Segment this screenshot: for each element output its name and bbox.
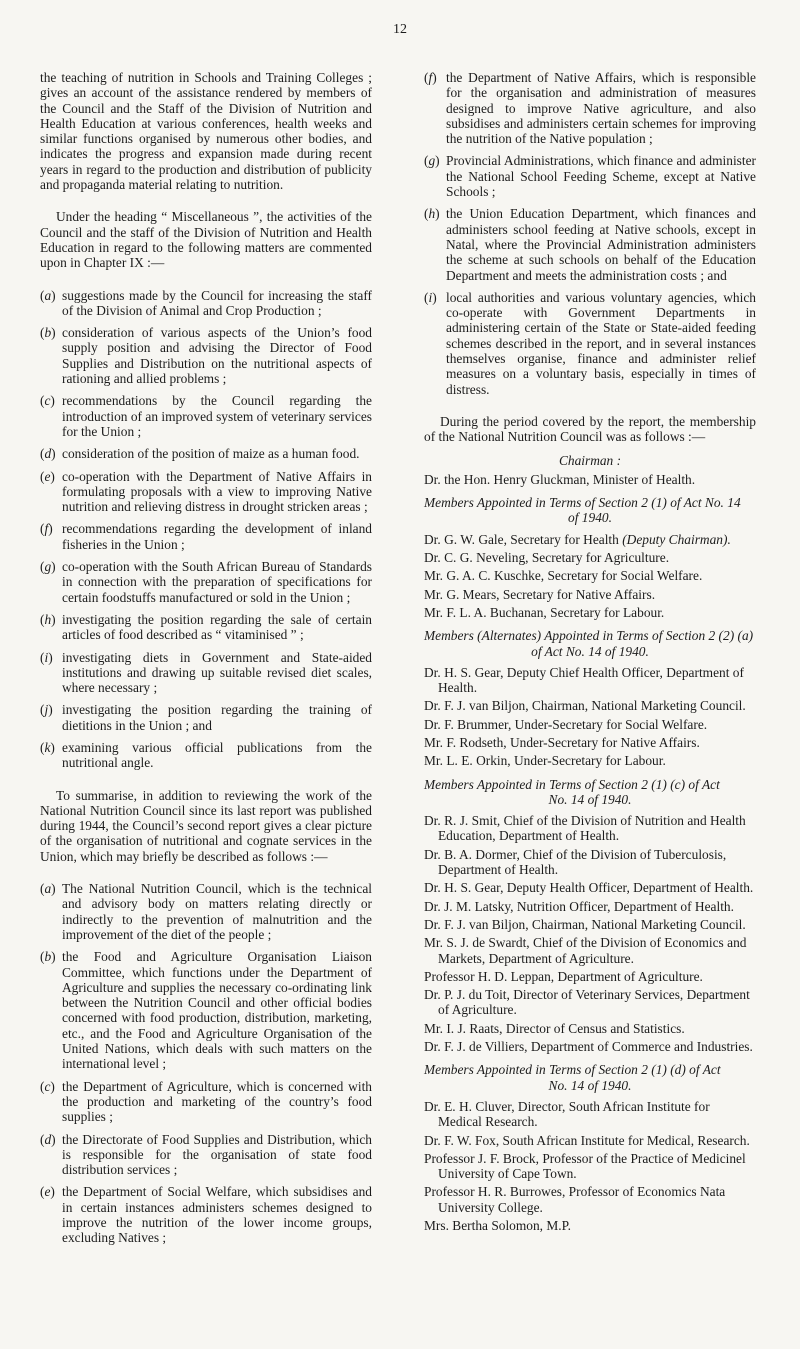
page-number: 12 (393, 22, 407, 37)
list-item: Dr. F. W. Fox, South African Institute for Medical, Research. (424, 1132, 750, 1148)
section-b-members (424, 665, 756, 769)
list-item: Professor H. D. Leppan, Department of Agriculture. (424, 968, 703, 984)
list-item: Mr. F. L. A. Buchanan, Secretary for Labour. (424, 604, 665, 620)
list-item: Dr. J. M. Latsky, Nutrition Officer, Department of Health. (424, 898, 734, 914)
list-item: (a) suggestions made by the Council for increasing the staff of the Division of Animal and Crop Production ; (40, 287, 372, 318)
organisation-list (424, 70, 756, 397)
list-item: Dr. F. Brummer, Under-Secretary for Social Welfare. (424, 716, 708, 732)
list-item: Mr. G. Mears, Secretary for Native Affairs. (424, 586, 656, 602)
left-column (40, 70, 372, 1263)
summary-list (40, 881, 372, 1246)
list-item: (k) examining various official publications from the nutritional angle. (40, 739, 372, 771)
list-item: (b) consideration of various aspects of the Union’s food supply position and advising the Director of Food Supplies and Distribution on the nutritional aspects of rationing and allied problems ; (40, 325, 372, 387)
list-item: (d) the Directorate of Food Supplies and Distribution, which is responsible for the organisation of state food distribution services ; (40, 1131, 372, 1178)
list-item: (i) local authorities and various voluntary agencies, which co-operate with Government Departments in administering certain of the State or State-aided feeding schemes described in the report, and in several instances themselves organise, finance and administer relief measures on a voluntary basis, especially in times of distress. (424, 289, 756, 397)
list-item: Mr. L. E. Orkin, Under-Secretary for Labour. (424, 753, 666, 769)
section-d-members (424, 1099, 756, 1233)
chairman-list (424, 472, 756, 487)
list-item: Dr. H. S. Gear, Deputy Health Officer, Department of Health. (424, 880, 754, 896)
section-heading: Members (Alternates) Appointed in Terms of Section 2 (2) (a) of Act No. 14 of 1940. (424, 628, 754, 659)
list-item: Dr. B. A. Dormer, Chief of the Division of Tuberculosis, Department of Health. (424, 846, 727, 878)
miscellaneous-paragraph: Under the heading “ Miscellaneous ”, the activities of the Council and the staff of the Division of Nutrition and Health Education in regard to the following matters are commented upon in Chapter IX :— (40, 209, 372, 271)
list-item: (e) co-operation with the Department of Native Affairs in formulating proposals with a view to improving Native nutrition and relieving distress in drought stricken areas ; (40, 468, 372, 515)
list-item: (b) the Food and Agriculture Organisation Liaison Committee, which functions under the Department of Agriculture and supplies the necessary co-ordinating link between the Nutrition Council and other official bodies concerned with food production, distribution, marketing, etc., and the Food and Agriculture Organisation of the United Nations, which deals with such matters on the international level ; (40, 949, 372, 1072)
list-item: Dr. the Hon. Henry Gluckman, Minister of Health. (424, 471, 696, 487)
membership-paragraph: During the period covered by the report, the membership of the National Nutrition Council was as follows :— (424, 413, 756, 445)
chairman-heading: Chairman : (558, 452, 622, 468)
list-item: Professor H. R. Burrowes, Professor of Economics Nata University College. (424, 1184, 726, 1215)
summary-paragraph: To summarise, in addition to reviewing the work of the National Nutrition Council since its last report was published during 1944, the Council’s second report gives a clear picture of the organisation of nutritional and cognate services in the Union, which may briefly be described as follows :— (40, 787, 372, 864)
list-item: Dr. E. H. Cluver, Director, South African Institute for Medical Research. (424, 1098, 710, 1130)
deputy-chairman-note: (Deputy Chairman). (622, 531, 731, 547)
section-heading: Members Appointed in Terms of Section 2 (1) (c) of Act No. 14 of 1940. (424, 776, 720, 807)
list-item: (f) the Department of Native Affairs, which is responsible for the organisation and administration of measures designed to improve Native agriculture, and also subsidises and administers certain schemes for improving the nutrition of the Native population ; (424, 70, 756, 147)
list-item: Professor J. F. Brock, Professor of the Practice of Medicinel University of Cape Town. (424, 1150, 746, 1182)
list-item: Dr. R. J. Smit, Chief of the Division of Nutrition and Health Education, Department of Health. (424, 813, 746, 844)
list-item: Mr. I. J. Raats, Director of Census and Statistics. (424, 1020, 685, 1036)
list-item: Mr. F. Rodseth, Under-Secretary for Native Affairs. (424, 734, 700, 750)
list-item: Mrs. Bertha Solomon, M.P. (424, 1218, 571, 1233)
section-heading: Members Appointed in Terms of Section 2 (1) of Act No. 14 of 1940. (424, 495, 741, 526)
list-item: Dr. F. J. van Biljon, Chairman, National Marketing Council. (424, 698, 746, 714)
list-item: (d) consideration of the position of maize as a human food. (40, 446, 360, 462)
list-item: Mr. G. A. C. Kuschke, Secretary for Social Welfare. (424, 568, 703, 584)
section-heading: Members Appointed in Terms of Section 2 (1) (d) of Act No. 14 of 1940. (424, 1062, 721, 1093)
list-item: (g) Provincial Administrations, which finance and administer the National School Feeding Scheme, except at Native Schools ; (424, 153, 756, 200)
list-item: (c) the Department of Agriculture, which is concerned with the production and marketing of the country’s food supplies ; (40, 1078, 372, 1125)
list-item: (h) the Union Education Department, which finances and administers school feeding at Native schools, except in Natal, where the Provincial Administration administers the scheme at such schools on behalf of the Education Department and meets the administration costs ; and (424, 206, 756, 283)
list-item: Mr. S. J. de Swardt, Chief of the Division of Economics and Markets, Department of Agriculture. (424, 935, 747, 966)
list-item: (c) recommendations by the Council regarding the introduction of an improved system of veterinary services for the Union ; (40, 393, 372, 439)
list-item: Dr. F. J. van Biljon, Chairman, National Marketing Council. (424, 916, 746, 932)
section-a-members (424, 532, 756, 620)
list-item: Dr. G. W. Gale, Secretary for Health (Deputy Chairman). (424, 531, 731, 547)
list-item: Dr. P. J. du Toit, Director of Veterinary Services, Department of Agriculture. (424, 987, 750, 1018)
section-c-members (424, 813, 756, 1054)
right-column (424, 70, 756, 1236)
intro-paragraph: the teaching of nutrition in Schools and Training Colleges ; gives an account of the assistance rendered by members of the Council and the Staff of the Division of Nutrition and Health Education at various conferences, health weeks and similar functions organised by numerous other bodies, and indicates the progress and expansion made during recent years in regard to the production and distribution of publicity and propaganda material relating to nutrition. (40, 70, 372, 193)
list-item: (h) investigating the position regarding the sale of certain articles of food described as “ vitaminised ” ; (40, 611, 372, 643)
list-item: Dr. F. J. de Villiers, Department of Commerce and Industries. (424, 1039, 753, 1055)
list-item: Dr. C. G. Neveling, Secretary for Agriculture. (424, 550, 670, 566)
list-item: (a) The National Nutrition Council, which is the technical and advisory body on matters relating directly or indirectly to the prevention of malnutrition and the improvement of the diet of the people ; (40, 881, 372, 942)
list-item: (f) recommendations regarding the development of inland fisheries in the Union ; (40, 521, 372, 552)
list-item: (e) the Department of Social Welfare, which subsidises and in certain instances administers schemes designed to improve the nutrition of the lower income groups, excluding Natives ; (40, 1184, 372, 1246)
miscellaneous-list (40, 288, 372, 771)
list-item: (i) investigating diets in Government and State-aided institutions and drawing up suitable revised diet scales, where necessary ; (40, 649, 372, 696)
list-item: (j) investigating the position regarding the training of dietitions in the Union ; and (40, 702, 372, 733)
list-item: Dr. H. S. Gear, Deputy Chief Health Officer, Department of Health. (424, 664, 744, 696)
list-item: (g) co-operation with the South African Bureau of Standards in connection with the preparation of specifications for certain foodstuffs manufactured or sold in the Union ; (40, 559, 372, 605)
